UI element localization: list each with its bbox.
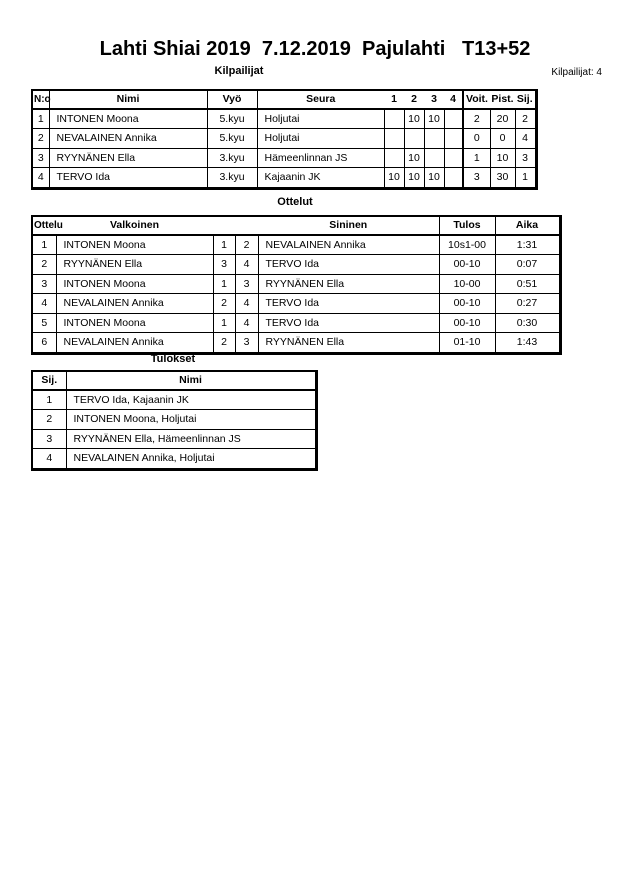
cell-place: 4 xyxy=(515,129,536,149)
cell-white-no: 3 xyxy=(213,255,235,275)
matches-table xyxy=(31,215,562,355)
cell-match-no: 2 xyxy=(32,255,56,275)
cell-belt: 5.kyu xyxy=(207,129,257,149)
col-header-belt: Vyö xyxy=(207,90,257,109)
cell-place: 1 xyxy=(515,168,536,189)
col-header-name: Nimi xyxy=(66,371,316,390)
col-header-round2: 2 xyxy=(404,90,424,109)
cell-match-no: 6 xyxy=(32,333,56,354)
cell-place: 2 xyxy=(32,410,66,430)
cell-points: 30 xyxy=(490,168,515,189)
cell-match-no: 4 xyxy=(32,294,56,314)
col-header-time: Aika xyxy=(495,216,560,235)
cell-club: Kajaanin JK xyxy=(257,168,384,189)
cell-name: INTONEN Moona xyxy=(49,109,207,129)
cell-blue-no: 3 xyxy=(235,274,258,294)
results-table xyxy=(31,370,318,471)
col-header-no: N:o xyxy=(32,90,49,109)
cell-points: 0 xyxy=(490,129,515,149)
cell-place: 3 xyxy=(32,429,66,449)
cell-round2: 10 xyxy=(404,109,424,129)
col-header-blue: Sininen xyxy=(258,216,439,235)
cell-round2 xyxy=(404,129,424,149)
cell-round4 xyxy=(444,168,463,189)
cell-wins: 2 xyxy=(463,109,490,129)
cell-belt: 3.kyu xyxy=(207,148,257,168)
table-header-row xyxy=(32,216,560,235)
cell-place: 4 xyxy=(32,449,66,470)
matches-section-title: Ottelut xyxy=(277,196,313,208)
col-header-place: Sij. xyxy=(515,90,536,109)
table-row xyxy=(32,449,316,470)
table-row xyxy=(32,313,560,333)
table-row xyxy=(32,410,316,430)
cell-white-name: INTONEN Moona xyxy=(56,313,213,333)
cell-white-no: 2 xyxy=(213,333,235,354)
cell-name: RYYNÄNEN Ella xyxy=(49,148,207,168)
col-header-white: Valkoinen xyxy=(56,216,213,235)
cell-white-no: 1 xyxy=(213,235,235,255)
cell-name: TERVO Ida xyxy=(49,168,207,189)
cell-match-no: 3 xyxy=(32,274,56,294)
cell-match-no: 1 xyxy=(32,235,56,255)
table-header-row xyxy=(32,371,316,390)
table-row xyxy=(32,255,560,275)
cell-time: 0:07 xyxy=(495,255,560,275)
cell-round3: 10 xyxy=(424,168,444,189)
cell-result: 00-10 xyxy=(439,294,495,314)
col-header-club: Seura xyxy=(257,90,384,109)
cell-name: NEVALAINEN Annika xyxy=(49,129,207,149)
cell-white-no: 1 xyxy=(213,313,235,333)
cell-round2: 10 xyxy=(404,148,424,168)
cell-name: NEVALAINEN Annika, Holjutai xyxy=(66,449,316,470)
cell-match-no: 5 xyxy=(32,313,56,333)
table-row xyxy=(32,235,560,255)
cell-belt: 3.kyu xyxy=(207,168,257,189)
cell-points: 10 xyxy=(490,148,515,168)
cell-wins: 0 xyxy=(463,129,490,149)
cell-round3 xyxy=(424,148,444,168)
cell-time: 0:27 xyxy=(495,294,560,314)
table-row xyxy=(32,109,536,129)
cell-belt: 5.kyu xyxy=(207,109,257,129)
cell-name: RYYNÄNEN Ella, Hämeenlinnan JS xyxy=(66,429,316,449)
cell-place: 2 xyxy=(515,109,536,129)
table-header-row xyxy=(32,90,536,109)
cell-wins: 1 xyxy=(463,148,490,168)
table-row xyxy=(32,390,316,410)
cell-blue-name: TERVO Ida xyxy=(258,313,439,333)
cell-white-no: 2 xyxy=(213,294,235,314)
cell-blue-name: RYYNÄNEN Ella xyxy=(258,333,439,354)
cell-blue-no: 4 xyxy=(235,255,258,275)
cell-round1: 10 xyxy=(384,168,404,189)
table-row xyxy=(32,333,560,354)
cell-round4 xyxy=(444,129,463,149)
cell-no: 3 xyxy=(32,148,49,168)
table-row xyxy=(32,294,560,314)
table-row xyxy=(32,429,316,449)
col-header-round3: 3 xyxy=(424,90,444,109)
cell-no: 2 xyxy=(32,129,49,149)
col-header-place: Sij. xyxy=(32,371,66,390)
cell-white-name: NEVALAINEN Annika xyxy=(56,294,213,314)
cell-round4 xyxy=(444,148,463,168)
cell-blue-name: RYYNÄNEN Ella xyxy=(258,274,439,294)
cell-white-name: INTONEN Moona xyxy=(56,235,213,255)
cell-club: Holjutai xyxy=(257,129,384,149)
cell-time: 1:31 xyxy=(495,235,560,255)
cell-place: 1 xyxy=(32,390,66,410)
cell-result: 10-00 xyxy=(439,274,495,294)
col-header-result: Tulos xyxy=(439,216,495,235)
cell-round1 xyxy=(384,109,404,129)
table-row xyxy=(32,148,536,168)
col-header-round4: 4 xyxy=(444,90,463,109)
cell-wins: 3 xyxy=(463,168,490,189)
cell-name: TERVO Ida, Kajaanin JK xyxy=(66,390,316,410)
cell-result: 10s1-00 xyxy=(439,235,495,255)
cell-no: 1 xyxy=(32,109,49,129)
col-header-points: Pist. xyxy=(490,90,515,109)
cell-blue-no: 4 xyxy=(235,313,258,333)
competitors-count: Kilpailijat: 4 xyxy=(551,67,602,78)
cell-result: 00-10 xyxy=(439,255,495,275)
table-row xyxy=(32,129,536,149)
cell-white-name: INTONEN Moona xyxy=(56,274,213,294)
empty-header-cell xyxy=(213,216,258,235)
cell-round3 xyxy=(424,129,444,149)
page-title: Lahti Shiai 2019 7.12.2019 Pajulahti T13+52 xyxy=(99,38,531,60)
col-header-match: Ottelu xyxy=(32,216,56,235)
col-header-round1: 1 xyxy=(384,90,404,109)
table-row xyxy=(32,168,536,189)
table-row xyxy=(32,274,560,294)
cell-white-name: NEVALAINEN Annika xyxy=(56,333,213,354)
cell-round2: 10 xyxy=(404,168,424,189)
cell-no: 4 xyxy=(32,168,49,189)
cell-blue-name: NEVALAINEN Annika xyxy=(258,235,439,255)
competitors-section-title: Kilpailijat xyxy=(214,65,264,77)
cell-place: 3 xyxy=(515,148,536,168)
cell-white-name: RYYNÄNEN Ella xyxy=(56,255,213,275)
col-header-wins: Voit. xyxy=(463,90,490,109)
cell-result: 01-10 xyxy=(439,333,495,354)
cell-white-no: 1 xyxy=(213,274,235,294)
cell-club: Hämeenlinnan JS xyxy=(257,148,384,168)
cell-club: Holjutai xyxy=(257,109,384,129)
cell-time: 0:51 xyxy=(495,274,560,294)
competitors-table xyxy=(31,89,538,190)
cell-blue-name: TERVO Ida xyxy=(258,255,439,275)
cell-round3: 10 xyxy=(424,109,444,129)
cell-time: 0:30 xyxy=(495,313,560,333)
cell-name: INTONEN Moona, Holjutai xyxy=(66,410,316,430)
cell-blue-no: 2 xyxy=(235,235,258,255)
cell-points: 20 xyxy=(490,109,515,129)
results-section-title: Tulokset xyxy=(150,353,196,365)
cell-time: 1:43 xyxy=(495,333,560,354)
cell-blue-name: TERVO Ida xyxy=(258,294,439,314)
cell-result: 00-10 xyxy=(439,313,495,333)
cell-blue-no: 4 xyxy=(235,294,258,314)
col-header-name: Nimi xyxy=(49,90,207,109)
cell-round4 xyxy=(444,109,463,129)
cell-round1 xyxy=(384,148,404,168)
competitors-section-header xyxy=(0,65,630,79)
cell-blue-no: 3 xyxy=(235,333,258,354)
cell-round1 xyxy=(384,129,404,149)
